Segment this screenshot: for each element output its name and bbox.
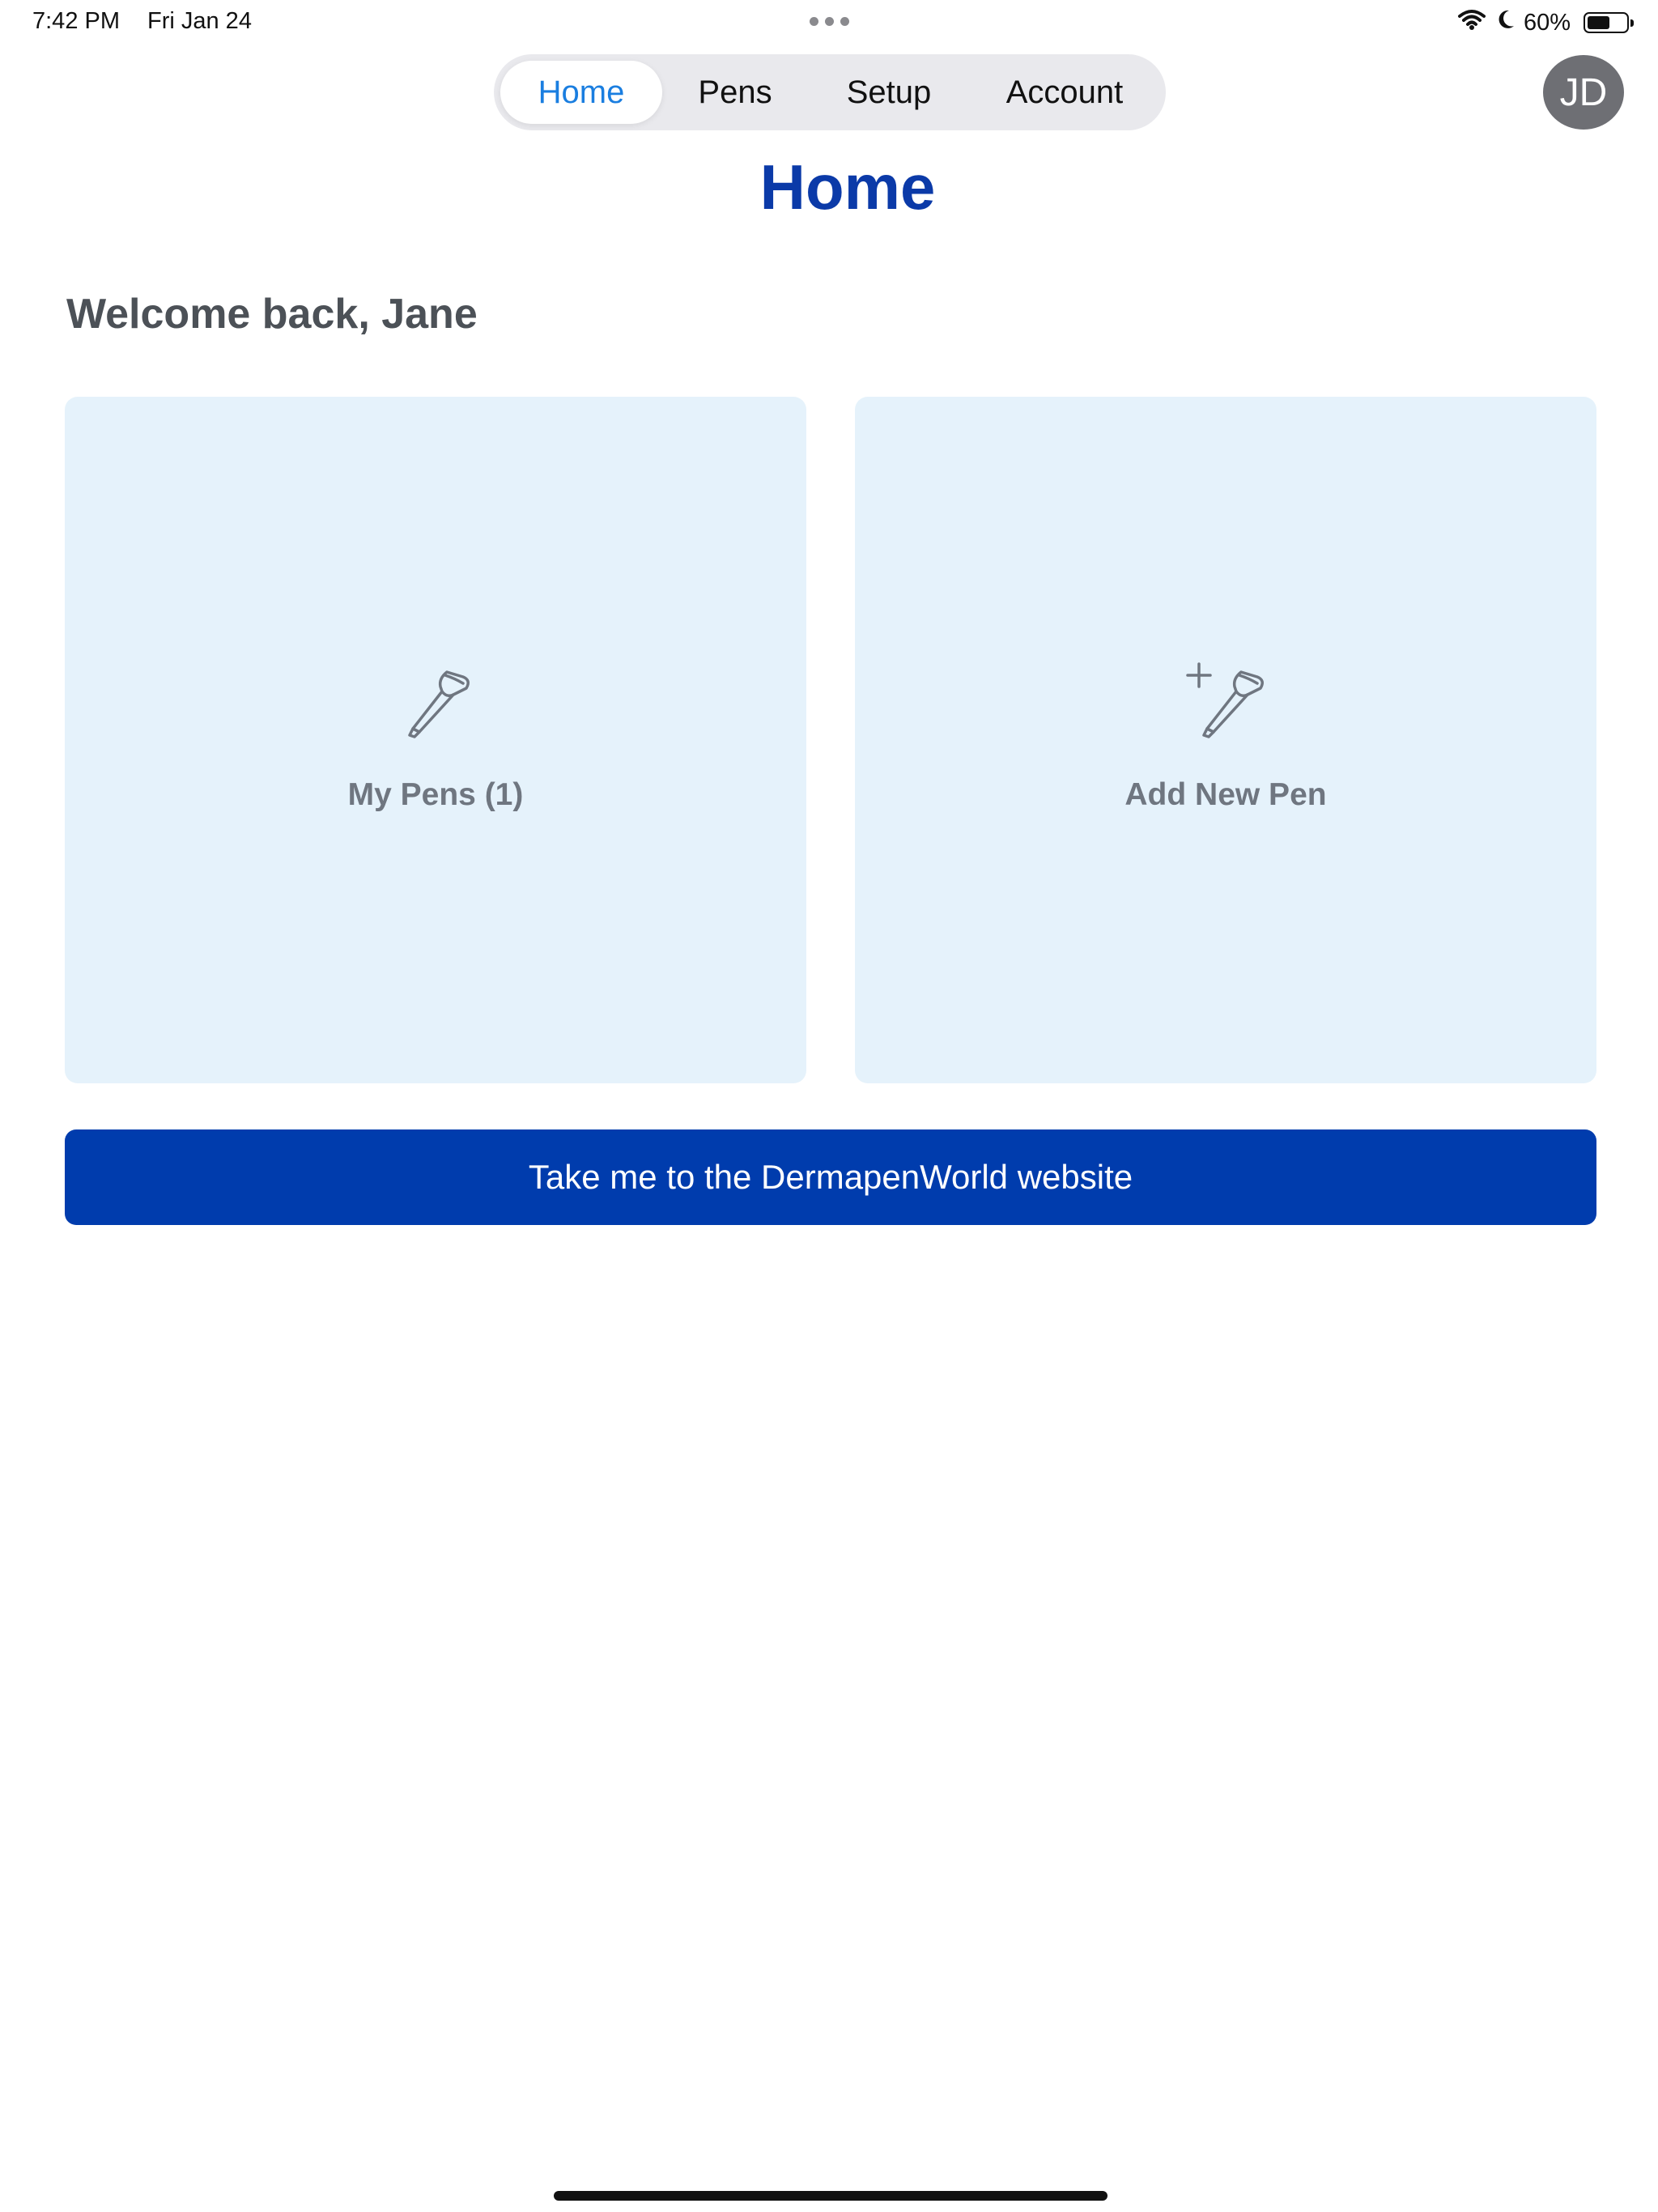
tab-home[interactable]: Home xyxy=(500,61,662,124)
welcome-message: Welcome back, Jane xyxy=(66,291,478,338)
status-bar xyxy=(0,0,1658,45)
tab-pens[interactable]: Pens xyxy=(698,74,772,110)
add-pen-icon xyxy=(1181,662,1270,747)
website-button[interactable]: Take me to the DermapenWorld website xyxy=(65,1129,1596,1225)
multitasking-dots-icon[interactable] xyxy=(810,17,849,26)
moon-icon xyxy=(1494,8,1516,37)
page-title: Home xyxy=(759,151,936,223)
wifi-icon xyxy=(1457,8,1486,37)
pen-icon xyxy=(395,662,476,747)
tab-account[interactable]: Account xyxy=(1005,74,1124,110)
add-new-pen-label: Add New Pen xyxy=(1124,777,1327,812)
my-pens-label: My Pens (1) xyxy=(347,777,524,812)
my-pens-card[interactable] xyxy=(65,397,806,1083)
avatar[interactable]: JD xyxy=(1543,55,1624,130)
tab-bar xyxy=(494,54,1166,130)
battery-icon xyxy=(1584,12,1629,33)
status-date: Fri Jan 24 xyxy=(147,8,252,34)
status-indicators xyxy=(1457,8,1629,37)
status-time: 7:42 PM xyxy=(32,8,120,34)
battery-fill xyxy=(1588,16,1609,29)
battery-percent: 60% xyxy=(1523,9,1571,36)
add-new-pen-card[interactable] xyxy=(855,397,1596,1083)
home-indicator[interactable] xyxy=(554,2191,1107,2201)
tab-setup[interactable]: Setup xyxy=(846,74,932,110)
